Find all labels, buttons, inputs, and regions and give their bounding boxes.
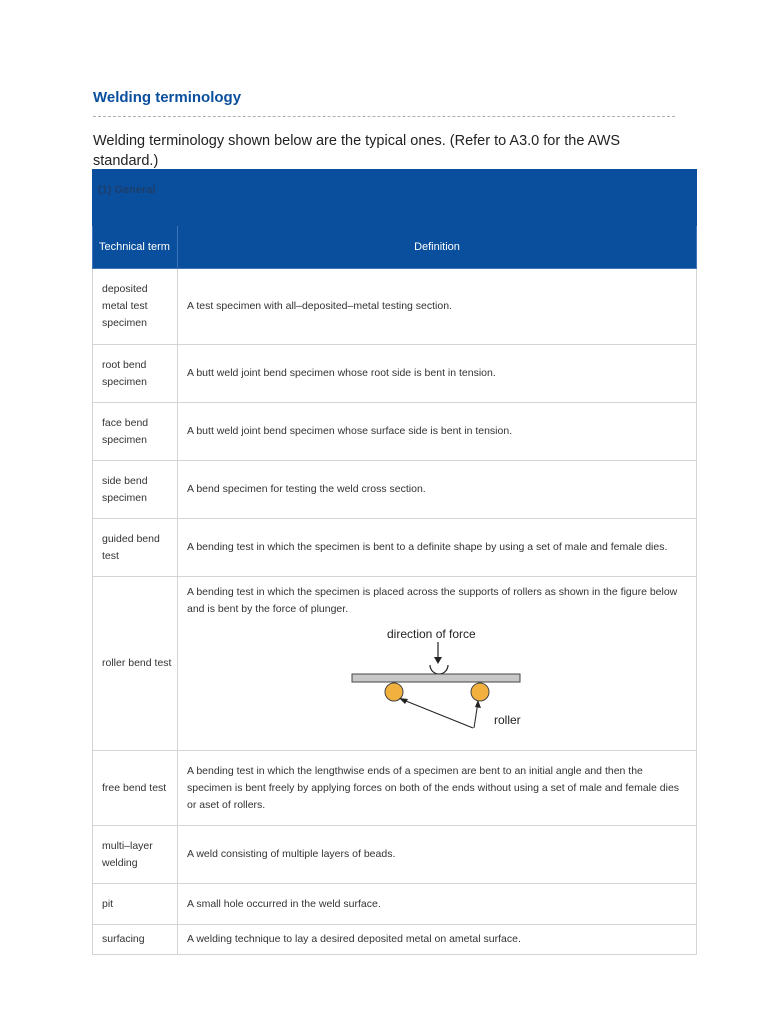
table-row: [93, 751, 697, 826]
term-cell: roller bend test: [93, 577, 178, 751]
term-cell: face bend specimen: [93, 403, 178, 461]
term-cell: free bend test: [93, 751, 178, 826]
column-header-definition: Definition: [178, 226, 697, 269]
table-row: [93, 461, 697, 519]
terminology-table: [92, 169, 697, 955]
table-row: [93, 519, 697, 577]
definition-cell: A small hole occurred in the weld surface.: [178, 884, 697, 925]
term-cell: multi–layer welding: [93, 826, 178, 884]
definition-cell: A welding technique to lay a desired deposited metal on ametal surface.: [178, 925, 697, 955]
definition-cell: A weld consisting of multiple layers of beads.: [178, 826, 697, 884]
term-cell: root bend specimen: [93, 345, 178, 403]
force-arrowhead: [434, 657, 442, 664]
table-row: [93, 577, 697, 751]
section-header-row: [93, 170, 697, 226]
plunger-icon: [430, 665, 448, 674]
column-header-term: Technical term: [93, 226, 178, 269]
table-row: [93, 269, 697, 345]
roller-pointer-left: [401, 699, 473, 728]
term-cell: deposited metal test specimen: [93, 269, 178, 345]
term-cell: surfacing: [93, 925, 178, 955]
page-title: Welding terminology: [93, 89, 242, 106]
table-row: [93, 345, 697, 403]
roller-bend-diagram: [187, 622, 687, 730]
term-cell: guided bend test: [93, 519, 178, 577]
term-cell: side bend specimen: [93, 461, 178, 519]
definition-cell: A butt weld joint bend specimen whose root side is bent in tension.: [178, 345, 697, 403]
definition-cell: A test specimen with all–deposited–metal testing section.: [178, 269, 697, 345]
right-roller-icon: [471, 683, 489, 701]
term-cell: pit: [93, 884, 178, 925]
roller-label: roller: [494, 713, 521, 727]
definition-cell: A bend specimen for testing the weld cross section.: [178, 461, 697, 519]
table-row: [93, 884, 697, 925]
table-row: [93, 826, 697, 884]
table-row: [93, 403, 697, 461]
roller-pointer-left-head: [399, 698, 408, 704]
table-row: [93, 925, 697, 955]
title-divider: [93, 116, 675, 117]
definition-cell: A bending test in which the lengthwise ends of a specimen are bent to an initial angle and then the specimen is bent freely by applying forces on both of the ends without using a set of male and female dies or aset of rollers.: [178, 751, 697, 826]
specimen-bar: [352, 674, 520, 682]
force-label: direction of force: [387, 627, 476, 641]
definition-text: A bending test in which the specimen is placed across the supports of rollers as shown in the figure below and is bent by the force of plunger.: [187, 586, 678, 615]
definition-cell: A bending test in which the specimen is bent to a definite shape by using a set of male and female dies.: [178, 519, 697, 577]
column-header-row: [93, 226, 697, 269]
intro-text: Welding terminology shown below are the typical ones. (Refer to A3.0 for the AWS standard.): [93, 133, 621, 169]
section-label: (1) General: [93, 170, 697, 226]
definition-cell: A butt weld joint bend specimen whose surface side is bent in tension.: [178, 403, 697, 461]
definition-cell: [178, 577, 697, 751]
